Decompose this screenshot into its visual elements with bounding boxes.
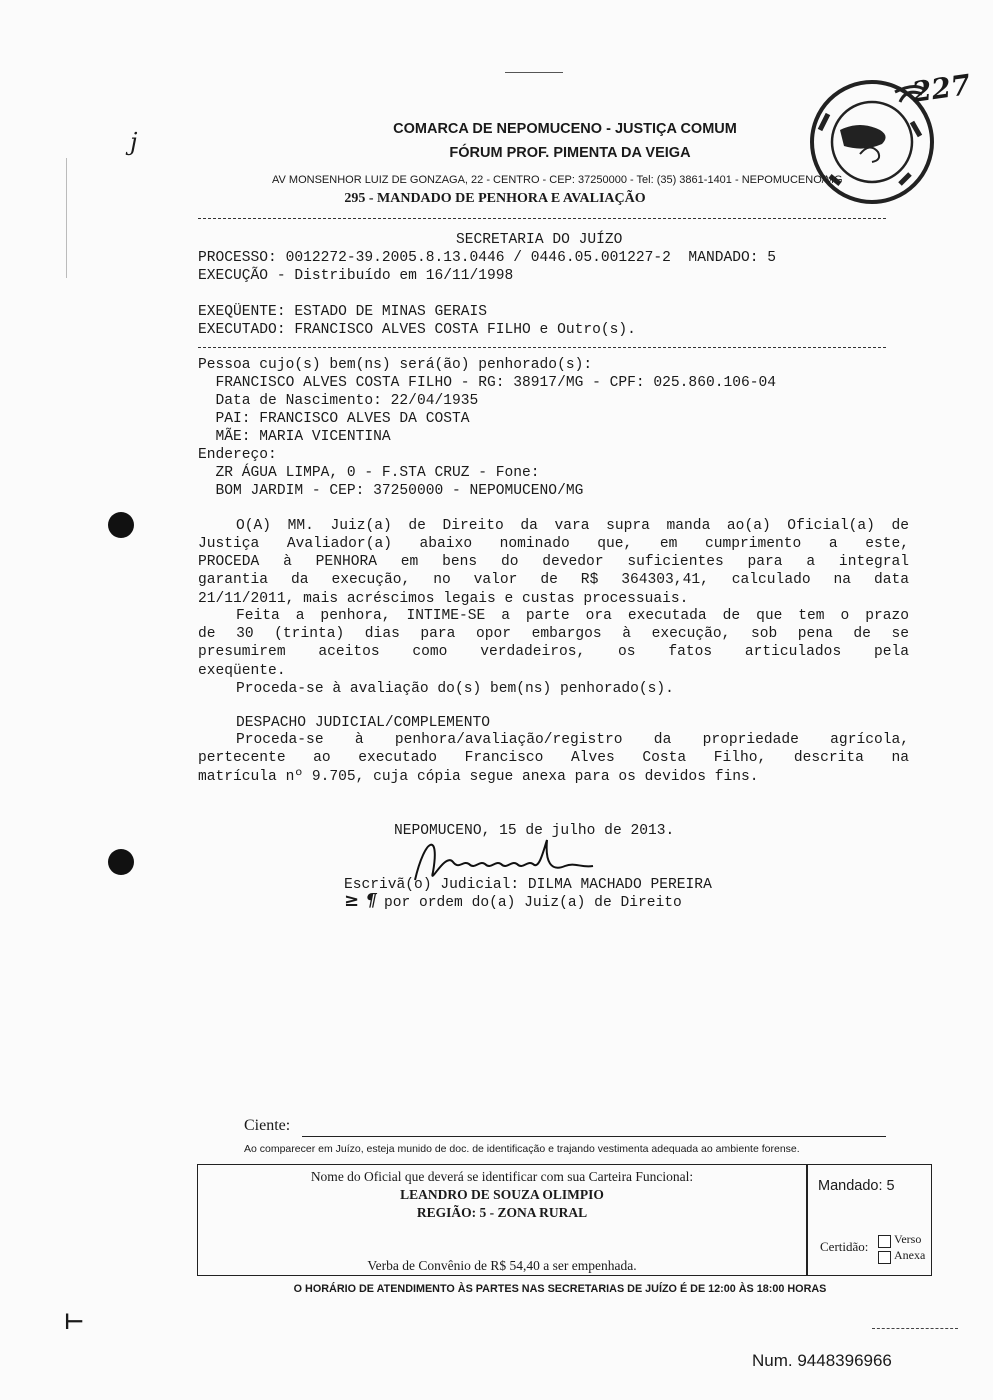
- ciente-note: Ao comparecer em Juízo, esteja munido de doc. de identificação e trajando vestimenta adequada ao ambiente forense.: [244, 1143, 800, 1155]
- header-divider: [198, 218, 886, 219]
- margin-mark: j: [130, 128, 138, 156]
- secretaria-title: SECRETARIA DO JUÍZO: [456, 232, 623, 248]
- officer-box-divider: [806, 1164, 808, 1276]
- escriva-line: Escrivã(o) Judicial: DILMA MACHADO PEREIRA: [344, 877, 712, 893]
- execucao-line: EXECUÇÃO - Distribuído em 16/11/1998: [198, 268, 514, 284]
- pessoa-birth-line: Data de Nascimento: 22/04/1935: [198, 393, 479, 409]
- body-p2-line-3: presumirem aceitos como verdadeiros, os fatos articulados pela: [198, 644, 909, 660]
- verso-label: Verso: [894, 1232, 922, 1246]
- anexa-checkbox[interactable]: [878, 1251, 891, 1264]
- despacho-line-1: Proceda-se à penhora/avaliação/registro da propriedade agrícola,: [236, 732, 909, 748]
- pessoa-name-line: FRANCISCO ALVES COSTA FILHO - RG: 38917/MG - CPF: 025.860.106-04: [198, 375, 777, 391]
- certidao-label: Certidão:: [820, 1239, 869, 1254]
- body-p1-line-2: Justiça Avaliador(a) abaixo nominado que, em cumprimento a este,: [198, 536, 909, 552]
- body-p1-line-1: O(A) MM. Juiz(a) de Direito da vara supra manda ao(a) Oficial(a) de: [236, 518, 909, 534]
- pessoa-title: Pessoa cujo(s) bem(ns) será(ão) penhorado(s):: [198, 357, 593, 373]
- scan-mark-right: [872, 1328, 958, 1329]
- address-label: Endereço:: [198, 447, 277, 463]
- verba-convenio: Verba de Convênio de R$ 54,40 a ser empenhada.: [367, 1258, 637, 1273]
- court-address: AV MONSENHOR LUIZ DE GONZAGA, 22 - CENTRO - CEP: 37250000 - Tel: (35) 3861-1401 - NEPOMUCENO/MG: [272, 174, 843, 186]
- officer-name: LEANDRO DE SOUZA OLIMPIO: [400, 1187, 604, 1202]
- place-date: NEPOMUCENO, 15 de julho de 2013.: [394, 823, 675, 839]
- body-p2-line-4: exeqüente.: [198, 663, 286, 679]
- despacho-line-3: matrícula nº 9.705, cuja cópia segue anexa para os devidos fins.: [198, 769, 759, 785]
- body-p1-line-5: 21/11/2011, mais acréscimos legais e custas processuais.: [198, 591, 689, 607]
- address-line-1: ZR ÁGUA LIMPA, 0 - F.STA CRUZ - Fone:: [198, 465, 540, 481]
- ordem-line: por ordem do(a) Juiz(a) de Direito: [384, 895, 682, 911]
- anexa-label: Anexa: [894, 1248, 926, 1262]
- address-line-2: BOM JARDIM - CEP: 37250000 - NEPOMUCENO/MG: [198, 483, 584, 499]
- page-number-handwritten: 227: [909, 68, 973, 109]
- initials-mark: ≥ ¶: [344, 890, 377, 911]
- processo-line: PROCESSO: 0012272-39.2005.8.13.0446 / 0446.05.001227-2 MANDADO: 5: [198, 250, 777, 266]
- scan-mark-left: ⊢: [64, 1310, 85, 1335]
- ciente-label: Ciente:: [244, 1117, 291, 1134]
- despacho-line-2: pertecente ao executado Francisco Alves Costa Filho, descrita na: [198, 750, 909, 766]
- exequente-line: EXEQÜENTE: ESTADO DE MINAS GERAIS: [198, 304, 488, 320]
- hole-punch-bottom: [108, 849, 134, 875]
- body-p3: Proceda-se à avaliação do(s) bem(ns) penhorado(s).: [236, 681, 674, 697]
- hole-punch-top: [108, 512, 134, 538]
- mandado-number: Mandado: 5: [818, 1178, 895, 1194]
- forum-title: FÓRUM PROF. PIMENTA DA VEIGA: [449, 145, 691, 161]
- ciente-signature-line[interactable]: [302, 1136, 886, 1137]
- executado-line: EXECUTADO: FRANCISCO ALVES COSTA FILHO e Outro(s).: [198, 322, 636, 338]
- document-num: Num. 9448396966: [752, 1351, 892, 1370]
- pessoa-father-line: PAI: FRANCISCO ALVES DA COSTA: [198, 411, 470, 427]
- party-divider: [198, 347, 886, 348]
- court-title: COMARCA DE NEPOMUCENO - JUSTIÇA COMUM: [393, 121, 737, 137]
- despacho-title: DESPACHO JUDICIAL/COMPLEMENTO: [236, 715, 490, 731]
- body-p1-line-4: garantia da execução, no valor de R$ 364303,41, calculado na data: [198, 572, 909, 588]
- verso-checkbox[interactable]: [878, 1235, 891, 1248]
- officer-region: REGIÃO: 5 - ZONA RURAL: [416, 1205, 588, 1220]
- horario-notice: O HORÁRIO DE ATENDIMENTO ÀS PARTES NAS SECRETARIAS DE JUÍZO É DE 12:00 ÀS 18:00 HORAS: [293, 1283, 827, 1295]
- body-p1-line-3: PROCEDA à PENHORA em bens do devedor suficientes para a integral: [198, 554, 909, 570]
- margin-line: [66, 158, 67, 278]
- body-p2-line-1: Feita a penhora, INTIME-SE a parte ora executada de que tem o prazo: [236, 608, 909, 624]
- pessoa-mother-line: MÃE: MARIA VICENTINA: [198, 429, 391, 445]
- document-type: 295 - MANDADO DE PENHORA E AVALIAÇÃO: [344, 191, 646, 206]
- body-p2-line-2: de 30 (trinta) dias para opor embargos à execução, sob pena de se: [198, 626, 909, 642]
- officer-intro: Nome do Oficial que deverá se identificar com sua Carteira Funcional:: [310, 1169, 694, 1184]
- top-rule: [505, 72, 563, 73]
